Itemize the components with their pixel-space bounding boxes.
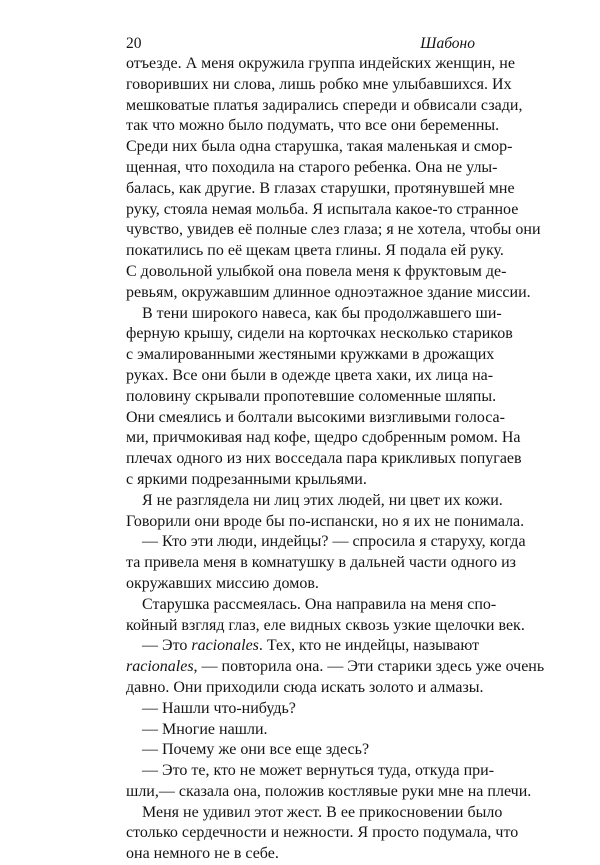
text-line: плечах одного из них восседала пара крикливых попугаев <box>126 450 522 468</box>
text-line: щенная, что походила на старого ребенка. Она не улы- <box>126 158 498 176</box>
text-line <box>126 636 480 657</box>
text-line: Меня не удивил этот жест. В ее прикосновении было <box>142 803 503 821</box>
text-line: койный взгляд глаз, еле видных сквозь узкие щелочки век. <box>126 616 525 634</box>
text-line: так что можно было подумать, что все они беременны. <box>126 117 500 135</box>
page-number: 20 <box>126 35 142 52</box>
text-run: , — повторила она. — Эти старики здесь уже очень <box>193 658 545 676</box>
text-line: покатились по её щекам цвета глины. Я подала ей руку. <box>126 242 504 260</box>
text-line: балась, как другие. В глазах старушки, протянувшей мне <box>126 179 515 197</box>
text-line: — Многие нашли. <box>142 720 268 738</box>
text-line: Я не разглядела ни лиц этих людей, ни цвет их кожи. <box>142 491 503 509</box>
text-line: шли,— сказала она, положив костлявые руки мне на плечи. <box>126 782 532 800</box>
text-line: — Почему же они все еще здесь? <box>142 741 370 759</box>
text-line: Говорили они вроде бы по-испански, но я их не понимала. <box>126 512 525 530</box>
text-line: мешковатые платья задирались спереди и обвисали сзади, <box>126 96 523 114</box>
text-line: ми, причмокивая над кофе, щедро сдобренным ромом. На <box>126 429 521 447</box>
text-line: отъезде. А меня окружила группа индейских женщин, не <box>126 55 515 72</box>
text-line: — Нашли что-нибудь? <box>142 699 296 717</box>
text-line: с яркими подрезанными крыльями. <box>126 470 367 488</box>
running-title: Шабоно <box>420 35 475 52</box>
text-line: окружавших миссию домов. <box>126 574 319 592</box>
text-run: — Это <box>142 637 188 655</box>
italic-term: racionales <box>191 637 259 655</box>
text-line: Старушка рассмеялась. Она направила на меня спо- <box>142 595 497 613</box>
text-line: Среди них была одна старушка, такая маленькая и смор- <box>126 138 513 156</box>
text-line: С довольной улыбкой она повела меня к фруктовым де- <box>126 262 507 280</box>
text-line: — Кто эти люди, индейцы? — спросила я старуху, когда <box>142 533 526 551</box>
text-line: столько сердечности и нежности. Я просто подумала, что <box>126 824 519 842</box>
body-text <box>126 54 545 865</box>
text-line: В тени широкого навеса, как бы продолжавшего ши- <box>142 304 502 322</box>
text-line: давно. Они приходили сюда искать золото и алмазы. <box>126 678 484 696</box>
text-run: . Тех, кто не индейцы, называют <box>258 637 480 655</box>
text-line <box>126 657 545 678</box>
text-line: говоривших ни слова, лишь робко мне улыбавшихся. Их <box>126 75 512 93</box>
italic-term: racionales <box>126 658 194 676</box>
text-line: с эмалированными жестяными кружками в дрожащих <box>126 346 495 364</box>
text-line: руках. Все они были в одежде цвета хаки, их лица на- <box>126 366 494 384</box>
page-header <box>126 35 475 55</box>
text-line: ферную крышу, сидели на корточках несколько стариков <box>126 325 513 343</box>
text-line: половину скрывали пропотевшие соломенные шляпы. <box>126 387 497 405</box>
text-line: руку, стояла немая мольба. Я испытала какое-то странное <box>126 200 519 218</box>
text-line: ревьям, окружавшим длинное одноэтажное здание миссии. <box>126 283 531 301</box>
text-line: та привела меня в комнатушку в дальней части одного из <box>126 554 516 572</box>
text-line: она немного не в себе. <box>126 845 279 863</box>
text-line: Они смеялись и болтали высокими визгливыми голоса- <box>126 408 505 426</box>
text-line: чувство, увидев её полные слез глаза; я не хотела, чтобы они <box>126 221 541 239</box>
text-line: — Это те, кто не может вернуться туда, откуда при- <box>142 762 495 780</box>
